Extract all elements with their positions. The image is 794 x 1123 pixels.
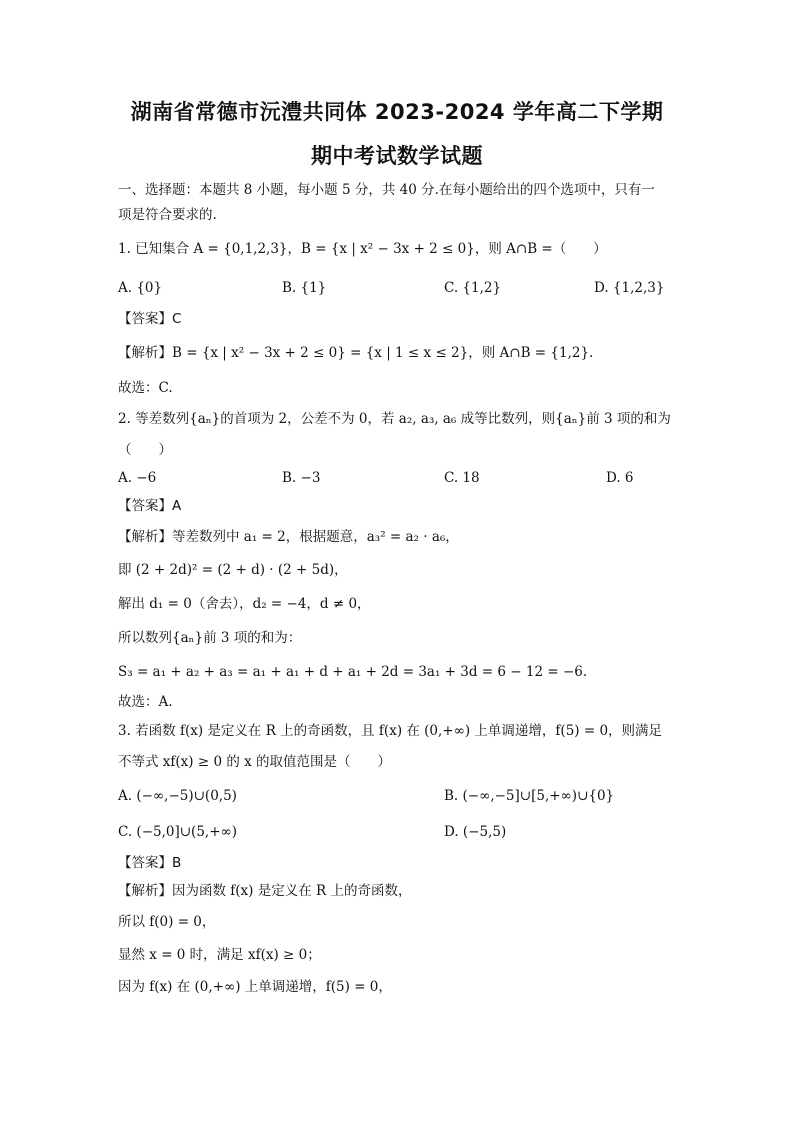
q3-option-b: B. (−∞,−5]∪[5,+∞)∪{0} bbox=[444, 788, 615, 804]
q2-answer: 【答案】A bbox=[118, 498, 182, 514]
q1-option-d: D. {1,2,3} bbox=[594, 280, 665, 296]
doc-title-line1: 湖南省常德市沅澧共同体 2023-2024 学年高二下学期 bbox=[130, 100, 664, 124]
q2-analysis-line1: 【解析】等差数列中 a₁ = 2，根据题意，a₃² = a₂ · a₆， bbox=[118, 529, 459, 545]
q1-analysis: 【解析】B = {x | x² − 3x + 2 ≤ 0} = {x | 1 ≤ x ≤ 2}，则 A∩B = {1,2}. bbox=[118, 345, 594, 361]
section-heading-line2: 项是符合要求的. bbox=[118, 207, 217, 223]
q3-option-c: C. (−5,0]∪(5,+∞) bbox=[118, 824, 238, 840]
q1-option-b: B. {1} bbox=[282, 280, 327, 296]
q2-option-d: D. 6 bbox=[606, 470, 634, 486]
q3-option-a: A. (−∞,−5)∪(0,5) bbox=[118, 788, 237, 804]
q3-analysis-line2: 所以 f(0) = 0， bbox=[118, 914, 216, 930]
q2-stem-line2: （ ） bbox=[118, 442, 172, 458]
q3-analysis-line4: 因为 f(x) 在 (0,+∞) 上单调递增，f(5) = 0， bbox=[118, 979, 392, 995]
q1-option-a: A. {0} bbox=[118, 280, 163, 296]
doc-title-line2: 期中考试数学试题 bbox=[311, 144, 483, 168]
q2-option-a: A. −6 bbox=[118, 470, 157, 486]
q2-conclusion: 故选：A. bbox=[118, 694, 173, 710]
q2-analysis-line3: 解出 d₁ = 0（舍去），d₂ = −4，d ≠ 0， bbox=[118, 596, 371, 612]
q2-analysis-line4: 所以数列{aₙ}前 3 项的和为： bbox=[118, 630, 302, 646]
q3-option-d: D. (−5,5) bbox=[444, 824, 507, 840]
q2-analysis-line2: 即 (2 + 2d)² = (2 + d) · (2 + 5d)， bbox=[118, 562, 348, 578]
q3-stem-line2: 不等式 xf(x) ≥ 0 的 x 的取值范围是（ ） bbox=[118, 754, 392, 770]
q3-analysis-line3: 显然 x = 0 时，满足 xf(x) ≥ 0； bbox=[118, 947, 321, 963]
section-heading-line1: 一、选择题：本题共 8 小题，每小题 5 分，共 40 分.在每小题给出的四个选项中，只有一 bbox=[118, 182, 655, 198]
q3-stem-line1: 3. 若函数 f(x) 是定义在 R 上的奇函数，且 f(x) 在 (0,+∞) 上单调递增，f(5) = 0，则满足 bbox=[118, 723, 663, 739]
q1-option-c: C. {1,2} bbox=[444, 280, 502, 296]
q3-answer: 【答案】B bbox=[118, 855, 182, 871]
q2-stem-line1: 2. 等差数列{aₙ}的首项为 2，公差不为 0，若 a₂, a₃, a₆ 成等比数列，则{aₙ}前 3 项的和为 bbox=[118, 411, 671, 427]
q3-analysis-line1: 【解析】因为函数 f(x) 是定义在 R 上的奇函数， bbox=[118, 883, 412, 899]
q2-option-b: B. −3 bbox=[282, 470, 321, 486]
q1-stem: 1. 已知集合 A = {0,1,2,3}，B = {x | x² − 3x + 2 ≤ 0}，则 A∩B =（ ） bbox=[118, 241, 607, 257]
q2-option-c: C. 18 bbox=[444, 470, 480, 486]
q2-analysis-line5: S₃ = a₁ + a₂ + a₃ = a₁ + a₁ + d + a₁ + 2d = 3a₁ + 3d = 6 − 12 = −6. bbox=[118, 664, 588, 680]
q1-answer: 【答案】C bbox=[118, 311, 182, 327]
q1-conclusion: 故选：C. bbox=[118, 380, 173, 396]
